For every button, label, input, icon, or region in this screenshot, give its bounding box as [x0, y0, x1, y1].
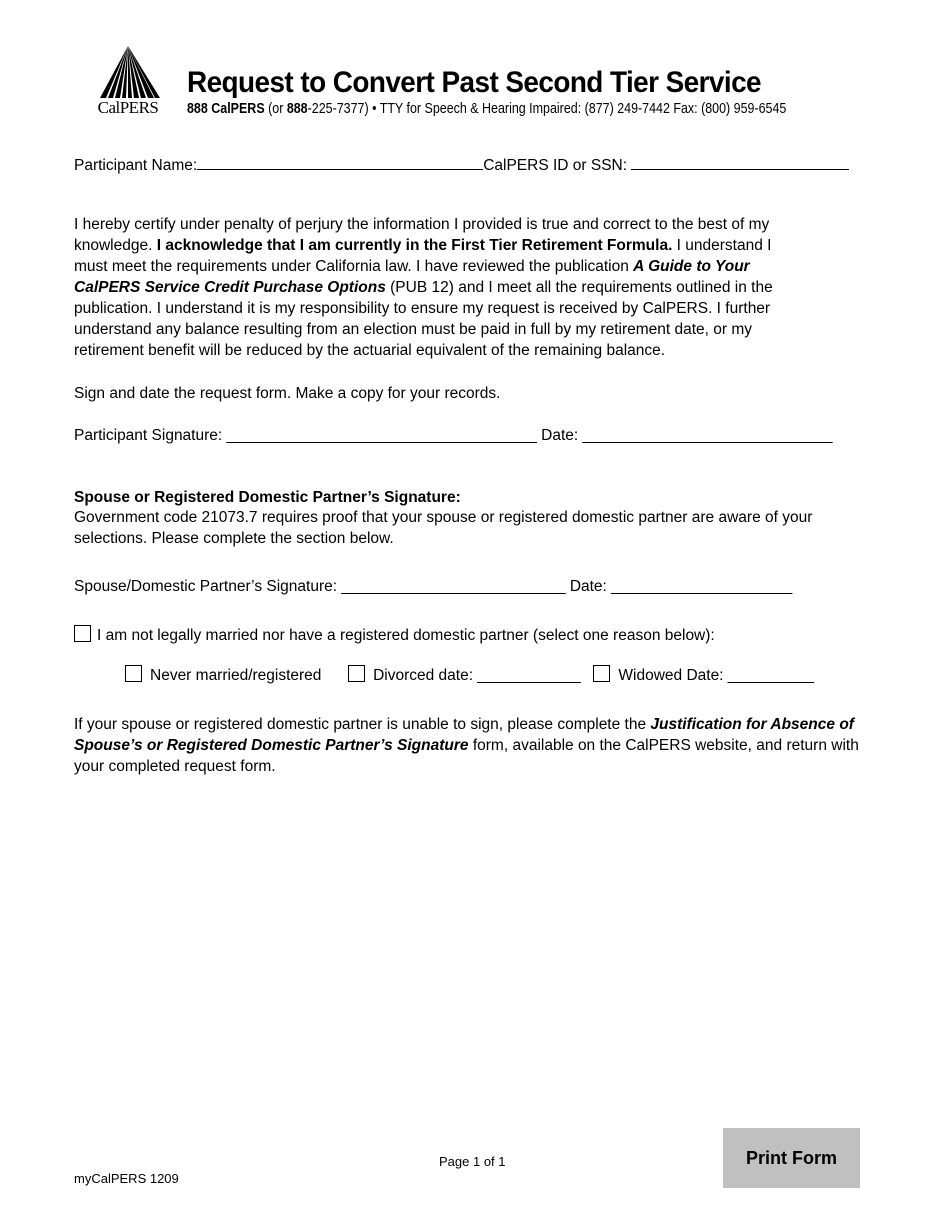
participant-name-label: Participant Name:: [74, 157, 198, 174]
justification-paragraph: [74, 714, 879, 777]
never-married-checkbox[interactable]: [125, 665, 142, 682]
widowed-date-field[interactable]: Widowed Date: __________: [618, 667, 815, 684]
never-married-label: Never married/registered: [150, 667, 322, 684]
not-married-label: I am not legally married nor have a registered domestic partner (select one reason below):: [97, 627, 715, 644]
spouse-signature-field[interactable]: Spouse/Domestic Partner’s Signature: __________________________: [74, 578, 566, 595]
not-married-row: [74, 625, 715, 646]
phone-text-1: (or: [264, 101, 287, 117]
spouse-date-field[interactable]: Date: _____________________: [569, 578, 793, 595]
cert-publication-title: A Guide to Your CalPERS Service Credit Purchase Options: [74, 258, 750, 296]
justification-form-title: Justification for Absence of Spouse’s or Registered Domestic Partner’s Signature: [74, 716, 854, 754]
spouse-section-text: Government code 21073.7 requires proof that your spouse or registered domestic partner are aware of your selections. Please complete the section below.: [74, 509, 813, 547]
justification-text-a: If your spouse or registered domestic partner is unable to sign, please complete the: [74, 716, 651, 733]
print-form-button[interactable]: Print Form: [723, 1128, 860, 1188]
calpers-logo: [92, 44, 164, 124]
phone-text-2: -225-7377) • TTY for Speech & Hearing Impaired: (877) 249-7442 Fax: (800) 959-6545: [307, 101, 787, 117]
calpers-logo-icon: [92, 44, 164, 100]
widowed-checkbox[interactable]: [593, 665, 610, 682]
page-title: Request to Convert Past Second Tier Service: [187, 66, 761, 99]
cert-text-bold: I acknowledge that I am currently in the First Tier Retirement Formula.: [156, 237, 673, 254]
cert-text-b: I understand I must meet the requirements under California law. I have reviewed the publication: [74, 237, 772, 275]
not-married-checkbox[interactable]: [74, 625, 91, 642]
certification-paragraph: [74, 214, 794, 361]
phone-bold-2: 888: [286, 101, 308, 117]
reason-options-row: [125, 665, 814, 686]
participant-signature-field[interactable]: Participant Signature: ____________________________________: [74, 427, 537, 444]
form-id: myCalPERS 1209: [74, 1171, 179, 1186]
divorced-checkbox[interactable]: [348, 665, 365, 682]
logo-wordmark: CalPERS: [97, 98, 159, 117]
participant-fields-row: [74, 153, 849, 176]
justification-text-b: form, available on the CalPERS website, and return with your completed request form.: [74, 737, 859, 775]
contact-line: [187, 101, 786, 117]
spouse-section-heading: Spouse or Registered Domestic Partner’s Signature:: [74, 489, 461, 506]
divorced-date-field[interactable]: Divorced date: ____________: [373, 667, 581, 684]
calpers-id-input[interactable]: [631, 153, 849, 170]
spouse-signature-row: [74, 576, 792, 597]
cert-text-c: (PUB 12) and I meet all the requirements outlined in the publication. I understand it is my responsibility to ensure my request is received by CalPERS. I further understand any balance resulting from an election must be paid in full by my retirement date, or my retirement benefit will be reduced by the actuarial equivalent of the remaining balance.: [74, 279, 773, 359]
calpers-id-label: CalPERS ID or SSN:: [483, 157, 628, 174]
participant-date-field[interactable]: Date: _____________________________: [541, 427, 833, 444]
phone-bold-1: 888 CalPERS: [187, 101, 265, 117]
participant-name-input[interactable]: [197, 153, 483, 170]
sign-instruction: Sign and date the request form. Make a copy for your records.: [74, 385, 501, 402]
cert-text-a: I hereby certify under penalty of perjury the information I provided is true and correct to the best of my knowledge.: [74, 216, 770, 254]
participant-signature-row: [74, 425, 833, 446]
page-number: Page 1 of 1: [439, 1154, 506, 1169]
